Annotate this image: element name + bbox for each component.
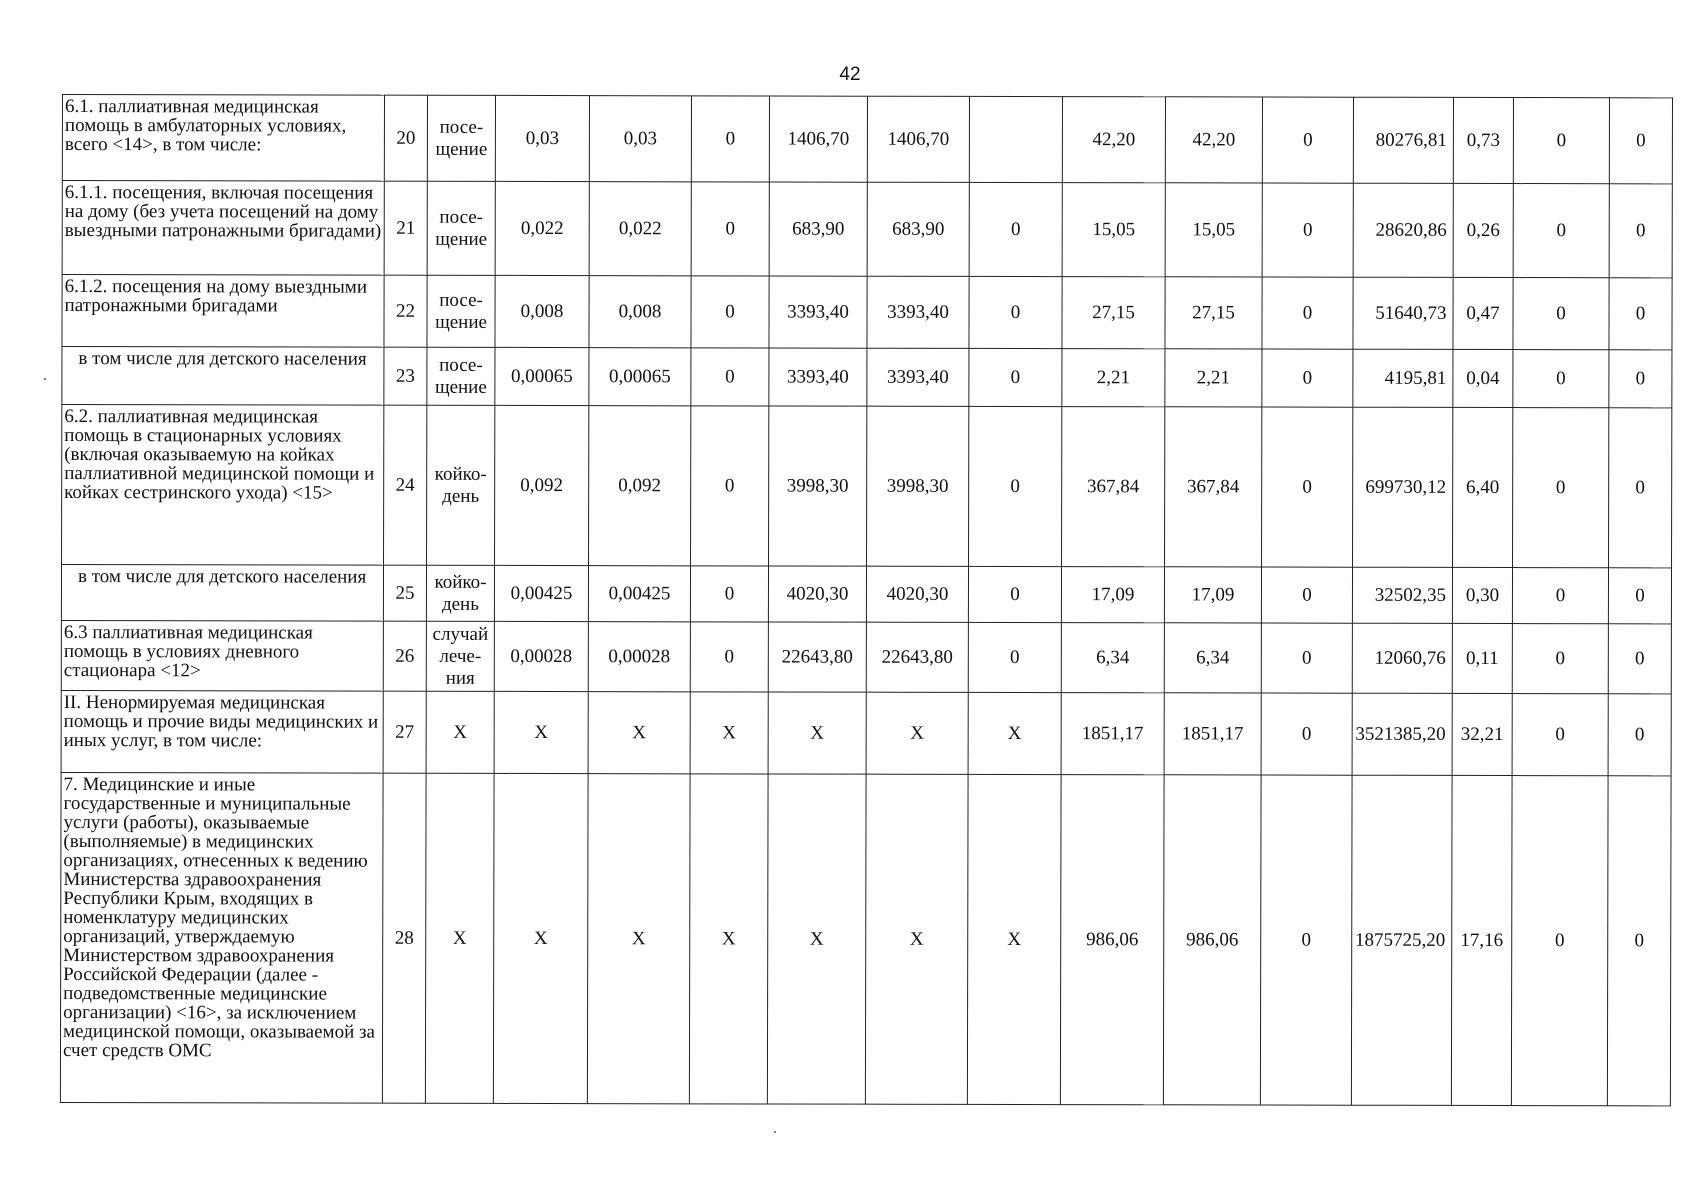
per-capita-total-cell: 15,05 [1062, 183, 1165, 277]
sum-budget-cell: 3521385,20 [1352, 693, 1452, 775]
sum-budget-cell: 80276,81 [1353, 97, 1453, 183]
row-label-cell: II. Ненормируемая медицинская помощь и прочие виды медицинских и иных услуг, в том числе: [61, 690, 383, 773]
cost-total-cell: X [768, 692, 866, 774]
scan-speck [44, 378, 46, 380]
unit-cell: посе-щение [427, 275, 495, 347]
norm-budget-cell: 0,00028 [588, 622, 690, 692]
cost-total-cell: 3393,40 [769, 348, 867, 406]
per-capita-oms-cell: 0 [1262, 349, 1353, 407]
per-capita-oms-cell: 0 [1262, 277, 1353, 349]
norm-oms-cell: 0 [691, 182, 769, 276]
percent-oms-cell: 0 [1609, 184, 1672, 278]
sum-oms-cell: 0 [1513, 408, 1609, 568]
percent-oms-cell: 0 [1609, 408, 1672, 568]
cost-budget-cell: X [865, 774, 968, 1104]
norm-total-cell: 0,008 [495, 275, 589, 347]
row-label-cell: 6.1.1. посещения, включая посещения на дому (без учета посещений на дому выездными патронажными бригадами) [62, 181, 384, 276]
unit-cell: койко-день [427, 405, 495, 565]
norm-oms-cell: 0 [691, 348, 769, 406]
cost-budget-cell: 3998,30 [867, 406, 969, 566]
per-capita-budget-cell: 6,34 [1164, 623, 1261, 693]
per-capita-total-cell: 17,09 [1061, 567, 1164, 623]
norm-oms-cell: 0 [691, 406, 769, 566]
norm-budget-cell: X [587, 774, 690, 1104]
norm-total-cell: X [494, 691, 588, 773]
norm-total-cell: 0,022 [495, 181, 589, 275]
cost-budget-cell: X [866, 692, 968, 774]
cost-budget-cell: 22643,80 [866, 622, 968, 692]
norm-oms-cell: 0 [691, 96, 769, 182]
row-number-cell: 26 [383, 621, 426, 691]
cost-oms-cell: 0 [969, 348, 1062, 406]
sum-budget-cell: 699730,12 [1353, 407, 1453, 567]
percent-cell: 32,21 [1452, 693, 1512, 775]
norm-budget-cell: 0,03 [589, 96, 691, 182]
percent-oms-cell: 0 [1607, 776, 1671, 1106]
cost-oms-cell: 0 [968, 566, 1061, 622]
table-row [62, 405, 1672, 568]
unit-cell: посе-щение [427, 347, 495, 405]
row-number-cell: 22 [384, 275, 427, 347]
table-row [61, 620, 1671, 693]
per-capita-total-cell: 42,20 [1062, 97, 1165, 183]
data-table [60, 94, 1673, 1106]
row-label-cell: 6.1. паллиативная медицинская помощь в амбулаторных условиях, всего <14>, в том числе: [62, 95, 384, 182]
per-capita-budget-cell: 1851,17 [1164, 693, 1261, 775]
percent-oms-cell: 0 [1608, 568, 1671, 624]
sum-oms-cell: 0 [1512, 624, 1608, 694]
percent-oms-cell: 0 [1608, 624, 1671, 694]
sum-oms-cell: 0 [1513, 98, 1609, 184]
per-capita-total-cell: 2,21 [1062, 349, 1165, 407]
norm-budget-cell: X [588, 692, 690, 774]
sum-budget-cell: 51640,73 [1353, 277, 1453, 349]
sum-oms-cell: 0 [1512, 568, 1608, 624]
page-number: 42 [839, 64, 861, 85]
percent-cell: 0,04 [1453, 349, 1513, 407]
per-capita-total-cell: 1851,17 [1061, 693, 1164, 775]
cost-budget-cell: 3393,40 [867, 348, 969, 406]
per-capita-oms-cell: 0 [1261, 567, 1352, 623]
percent-oms-cell: 0 [1608, 694, 1671, 776]
table-row [62, 275, 1672, 350]
norm-budget-cell: 0,00065 [589, 348, 691, 406]
cost-total-cell: X [767, 774, 866, 1104]
norm-total-cell: 0,00028 [494, 621, 588, 691]
norm-total-cell: 0,00065 [495, 347, 589, 405]
cost-total-cell: 3393,40 [769, 276, 867, 348]
table-row [60, 772, 1671, 1105]
cost-oms-cell: X [967, 774, 1061, 1104]
table-row [61, 690, 1671, 775]
percent-cell: 0,11 [1452, 623, 1512, 693]
per-capita-total-cell: 986,06 [1060, 775, 1164, 1105]
sum-budget-cell: 12060,76 [1352, 623, 1452, 693]
row-number-cell: 24 [384, 405, 427, 565]
norm-oms-cell: X [690, 692, 768, 774]
per-capita-total-cell: 367,84 [1062, 407, 1165, 567]
cost-budget-cell: 4020,30 [866, 566, 968, 622]
percent-oms-cell: 0 [1609, 278, 1672, 350]
scan-speck [774, 1131, 776, 1133]
per-capita-budget-cell: 15,05 [1165, 183, 1262, 277]
row-number-cell: 27 [383, 691, 426, 773]
unit-cell: посе-щение [427, 95, 495, 181]
norm-total-cell: 0,092 [495, 405, 589, 565]
cost-oms-cell: 0 [969, 182, 1062, 276]
cost-oms-cell [969, 96, 1062, 182]
unit-cell: посе-щение [427, 181, 495, 275]
norm-total-cell: 0,03 [495, 95, 589, 181]
per-capita-oms-cell: 0 [1262, 183, 1353, 277]
cost-total-cell: 3998,30 [769, 406, 867, 566]
sum-budget-cell: 4195,81 [1353, 349, 1453, 407]
norm-total-cell: 0,00425 [494, 565, 588, 621]
row-label-cell: 6.1.2. посещения на дому выездными патронажными бригадами [62, 275, 384, 348]
sum-oms-cell: 0 [1511, 776, 1608, 1106]
unit-cell: койко-день [426, 565, 494, 621]
unit-cell: X [426, 691, 494, 773]
row-number-cell: 20 [384, 95, 427, 181]
sum-budget-cell: 28620,86 [1353, 183, 1453, 277]
per-capita-budget-cell: 42,20 [1165, 97, 1262, 183]
percent-oms-cell: 0 [1609, 350, 1672, 408]
per-capita-total-cell: 27,15 [1062, 277, 1165, 349]
row-number-cell: 23 [384, 347, 427, 405]
norm-budget-cell: 0,008 [589, 276, 691, 348]
sum-oms-cell: 0 [1513, 278, 1609, 350]
norm-oms-cell: 0 [691, 276, 769, 348]
norm-budget-cell: 0,022 [589, 182, 691, 276]
cost-total-cell: 683,90 [769, 182, 867, 276]
sum-oms-cell: 0 [1512, 694, 1608, 776]
cost-budget-cell: 3393,40 [867, 276, 969, 348]
row-label-cell: 6.2. паллиативная медицинская помощь в стационарных условиях (включая оказываемую на койках паллиативной медицинской помощи и койках сестринского ухода) <15> [62, 405, 384, 566]
norm-total-cell: X [493, 773, 588, 1103]
cost-total-cell: 1406,70 [769, 96, 867, 182]
per-capita-oms-cell: 0 [1261, 693, 1352, 775]
per-capita-oms-cell: 0 [1262, 97, 1353, 183]
row-label-cell: 6.3 паллиативная медицинская помощь в условиях дневного стационара <12> [61, 620, 383, 691]
per-capita-budget-cell: 367,84 [1165, 407, 1262, 567]
table-row [62, 181, 1672, 278]
per-capita-budget-cell: 27,15 [1165, 277, 1262, 349]
norm-oms-cell: 0 [690, 566, 768, 622]
unit-cell: случай лече-ния [426, 621, 494, 691]
cost-total-cell: 22643,80 [768, 622, 866, 692]
norm-oms-cell: 0 [690, 622, 768, 692]
cost-oms-cell: 0 [969, 276, 1062, 348]
per-capita-budget-cell: 2,21 [1165, 349, 1262, 407]
per-capita-budget-cell: 986,06 [1163, 775, 1261, 1105]
percent-cell: 0,47 [1453, 277, 1513, 349]
row-label-cell: в том числе для детского населения [61, 565, 383, 622]
per-capita-oms-cell: 0 [1262, 407, 1353, 567]
sum-oms-cell: 0 [1513, 350, 1609, 408]
percent-oms-cell: 0 [1609, 98, 1672, 184]
cost-total-cell: 4020,30 [768, 566, 866, 622]
per-capita-budget-cell: 17,09 [1164, 567, 1261, 623]
percent-cell: 6,40 [1453, 407, 1513, 567]
percent-cell: 0,73 [1453, 97, 1513, 183]
per-capita-oms-cell: 0 [1260, 775, 1352, 1105]
row-number-cell: 25 [383, 565, 426, 621]
cost-oms-cell: 0 [969, 406, 1062, 566]
table-row [62, 95, 1672, 184]
cost-budget-cell: 683,90 [867, 182, 969, 276]
unit-cell: X [425, 773, 494, 1103]
cost-oms-cell: 0 [968, 622, 1061, 692]
sum-budget-cell: 1875725,20 [1351, 775, 1452, 1105]
sum-oms-cell: 0 [1513, 184, 1609, 278]
per-capita-oms-cell: 0 [1261, 623, 1352, 693]
row-label-cell: в том числе для детского населения [62, 347, 384, 406]
row-number-cell: 28 [382, 773, 426, 1103]
norm-budget-cell: 0,00425 [588, 566, 690, 622]
percent-cell: 17,16 [1451, 775, 1512, 1105]
table-row [62, 347, 1672, 408]
cost-budget-cell: 1406,70 [867, 96, 969, 182]
percent-cell: 0,30 [1452, 567, 1512, 623]
table-row [61, 565, 1671, 624]
norm-budget-cell: 0,092 [589, 406, 691, 566]
per-capita-total-cell: 6,34 [1061, 623, 1164, 693]
percent-cell: 0,26 [1453, 183, 1513, 277]
cost-oms-cell: X [968, 692, 1061, 774]
row-number-cell: 21 [384, 181, 427, 275]
norm-oms-cell: X [689, 774, 768, 1104]
row-label-cell: 7. Медицинские и иные государственные и муниципальные услуги (работы), оказываемые (выполняемые) в медицинских организациях, отнесенных к ведению Министерства здравоохранения Республики Крым, входящих в номенклатуру медицинских организаций, утверждаемую Министерством здравоохранения Российской Федерации (далее - подведомственные медицинские организации) <16>, за исключением медицинской помощи, оказываемой за счет средств ОМС [60, 772, 383, 1103]
sum-budget-cell: 32502,35 [1352, 567, 1452, 623]
